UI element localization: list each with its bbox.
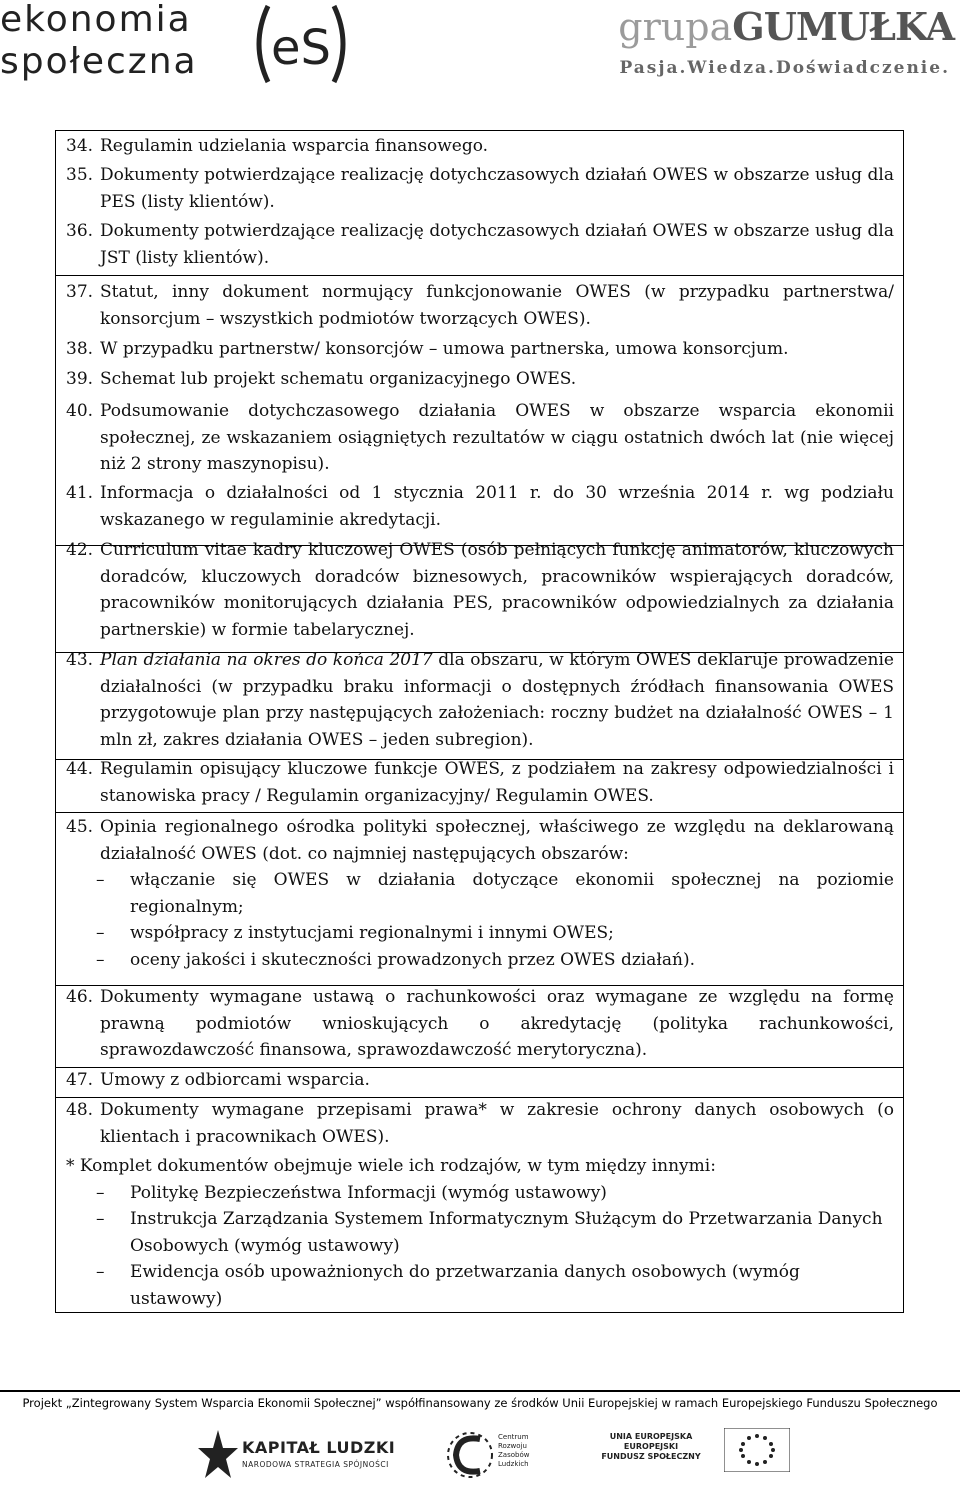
kapital-ludzki-subtitle: NARODOWA STRATEGIA SPÓJNOŚCI [242,1460,389,1469]
item-text: Statut, inny dokument normujący funkcjonowanie OWES (w przypadku partnerstwa/ konsorcjum – wszystkich podmiotów tworzących OWES). [100,282,894,329]
footnote [66,1153,894,1312]
dash-marker: – [96,1209,105,1229]
item-text: Dokumenty wymagane przepisami prawa* w zakresie ochrony danych osobowych (o klientach i pracownikach OWES). [100,1100,894,1147]
list-item [66,218,894,271]
list-item [66,984,894,1064]
footer-divider [0,1390,960,1392]
list-item [66,1097,894,1150]
item-text: Dokumenty wymagane ustawą o rachunkowości oraz wymagane ze względu na formę prawną podmiotów wnioskujących o akredytację (polityka rachunkowości, sprawozdawczość finansowa, sprawozdawczość merytoryczna). [100,987,894,1060]
dash-marker: – [96,923,105,943]
crzl-text [498,1433,529,1469]
crzl-logo [440,1425,550,1487]
item-number: 44. [66,759,94,779]
item-number: 36. [66,221,94,241]
item-text: W przypadku partnerstw/ konsorcjów – umowa partnerska, umowa konsorcjum. [100,339,789,359]
item-number: 42. [66,540,94,560]
bullet-item [66,1206,894,1259]
bullet-text: współpracy z instytucjami regionalnymi i innymi OWES; [130,923,614,943]
list-item [66,398,894,478]
bullet-text: Ewidencja osób upoważnionych do przetwarzania danych osobowych (wymóg ustawowy) [130,1262,800,1309]
grupa-gumulka-logo [618,0,954,90]
logo-grupa-gumulka [618,4,954,49]
item-text: Opinia regionalnego ośrodka polityki społecznej, właściwego ze względu na deklarowaną działalność OWES (dot. co najmniej następujących obszarów: [100,817,894,864]
dash-marker: – [96,949,105,970]
item-number: 40. [66,401,94,421]
bullet-text: włączanie się OWES w działania dotyczące ekonomii społecznej na poziomie regionalnym; [130,870,894,917]
kapital-ludzki-logo [196,1428,396,1484]
item-text: Dokumenty potwierdzające realizację dotychczasowych działań OWES w obszarze usług dla PES (listy klientów). [100,165,894,212]
item-number: 34. [66,136,94,156]
bullet-text: oceny jakości i skuteczności prowadzonych przez OWES działań). [130,949,695,970]
bullet-item [66,947,894,974]
list-item [66,1067,894,1094]
row-divider [55,275,904,276]
crzl-line: Centrum [498,1433,529,1441]
item-italic-text: Plan działania na okres do końca 2017 [100,650,433,670]
crzl-stars-icon [440,1425,496,1485]
item-text: Podsumowanie dotychczasowego działania OWES w obszarze wsparcia ekonomii społecznej, ze wskazaniem osiągniętych rezultatów w ciągu ostatnich dwóch lat (nie więcej niż 2 strony maszynopisu). [100,401,894,474]
dash-marker: – [96,870,105,890]
item-number: 46. [66,987,94,1007]
dash-marker: – [96,1182,105,1203]
item-number: 39. [66,369,94,389]
list-item [66,133,894,160]
footer-project-text: Projekt „Zintegrowany System Wsparcia Ekonomii Społecznej” współfinansowany ze środków Unii Europejskiej w ramach Europejskiego Funduszu Społecznego [22,1396,938,1410]
bullet-text: Politykę Bezpieczeństwa Informacji (wymóg ustawowy) [130,1182,607,1203]
es-mark-logo [250,2,352,86]
list-item [66,537,894,643]
list-item [66,814,894,973]
item-number: 47. [66,1070,94,1090]
list-item [66,336,894,363]
item-text: Schemat lub projekt schematu organizacyjnego OWES. [100,369,577,389]
logo-part-grupa: grupa [618,5,733,49]
ue-line: UNIA EUROPEJSKA [609,1432,693,1441]
bullet-item [66,920,894,947]
list-item [66,756,894,809]
footnote-intro: * Komplet dokumentów obejmuje wiele ich rodzajów, w tym między innymi: [66,1156,716,1176]
list-item [66,647,894,753]
item-number: 45. [66,817,94,837]
logo-word-ekonomia: ekonomia [0,0,192,40]
bullet-item [66,867,894,920]
item-text [100,647,894,753]
crzl-line: Ludzkich [498,1460,529,1468]
list-item [66,480,894,533]
item-number: 41. [66,483,94,503]
ekonomia-spoleczna-logo [0,0,360,90]
item-text: Curriculum vitae kadry kluczowej OWES (osób pełniących funkcję animatorów, kluczowych doradców, kluczowych doradców biznesowych, pracowników wspierających doradców, pracowników monitorujących działania PES, pracowników odpowiedzialnych za działania partnerskie) w formie tabelarycznej. [100,540,894,640]
kapital-ludzki-title: KAPITAŁ LUDZKI [242,1438,396,1457]
item-text: Dokumenty potwierdzające realizację dotychczasowych działań OWES w obszarze usług dla JST (listy klientów). [100,221,894,268]
dash-marker: – [96,1262,105,1282]
kapital-ludzki-star-icon [196,1428,240,1484]
item-number: 48. [66,1100,94,1120]
logo-tagline: Pasja.Wiedza.Doświadczenie. [619,58,950,78]
eu-flag-icon [724,1428,790,1472]
item-text: Umowy z odbiorcami wsparcia. [100,1070,370,1090]
row-divider [55,812,904,813]
ue-logo-text [596,1432,706,1482]
item-number: 37. [66,282,94,302]
item-number: 35. [66,165,94,185]
ue-line: EUROPEJSKI [623,1442,679,1451]
bullet-item [66,1259,894,1312]
item-number: 43. [66,650,94,670]
es-mark-text: eS [271,20,331,76]
item-text: Regulamin udzielania wsparcia finansowego. [100,136,489,156]
crzl-line: Rozwoju [498,1442,527,1450]
list-item [66,162,894,215]
item-text: Regulamin opisujący kluczowe funkcje OWES, z podziałem na zakresy odpowiedzialności i stanowiska pracy / Regulamin organizacyjny/ Regulamin OWES. [100,759,894,806]
crzl-line: Zasobów [498,1451,530,1459]
es-parentheses-icon [250,2,352,86]
ue-line: FUNDUSZ SPOŁECZNY [601,1452,701,1461]
list-item [66,366,894,393]
item-number: 38. [66,339,94,359]
item-text-rest: dla obszaru, w którym OWES deklaruje prowadzenie działalności (w przypadku braku informacji o dostępnych źródłach finansowania OWES przygotowuje plan przy następujących założeniach: roczny budżet na działalność OWES – 1 mln zł, zakres działania OWES – jeden subregion). [100,650,894,750]
logo-word-spoleczna: społeczna [0,41,198,82]
item-text: Informacja o działalności od 1 stycznia 2011 r. do 30 września 2014 r. wg podziału wskazanego w regulaminie akredytacji. [100,483,894,530]
logo-part-gumulka: GUMUŁKA [732,4,954,49]
bullet-text: Instrukcja Zarządzania Systemem Informatycznym Służącym do Przetwarzania Danych Osobowych (wymóg ustawowy) [130,1209,883,1256]
bullet-item [66,1180,894,1207]
list-item [66,279,894,332]
